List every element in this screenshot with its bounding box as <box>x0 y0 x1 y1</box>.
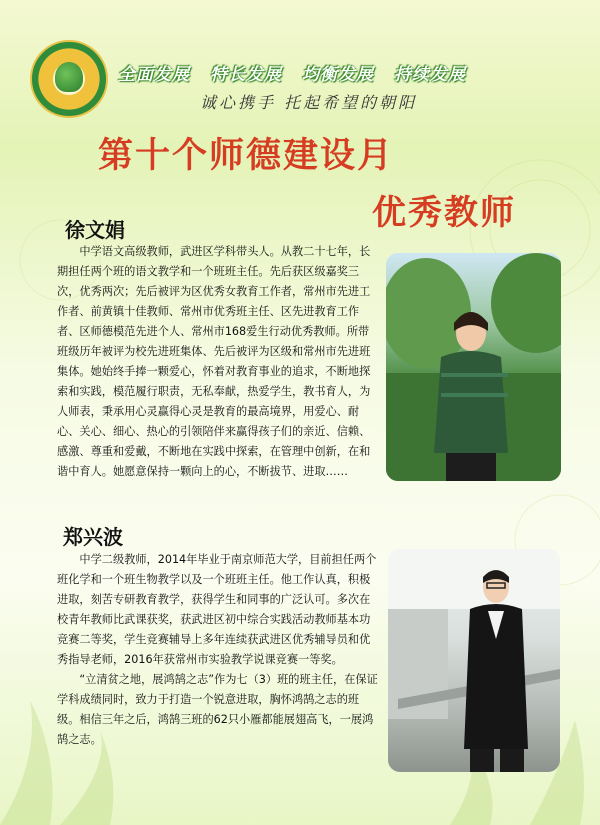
teacher-photo <box>386 253 561 481</box>
teacher-photo-image <box>386 253 561 481</box>
slogan-item: 全面发展 <box>118 65 190 85</box>
school-logo <box>30 40 108 118</box>
slogan-bar <box>118 60 588 85</box>
teacher-bio-text: “立清贫之地，展鸿鹄之志”作为七（3）班的班主任，在保证学科成绩同时，致力于打造一个锐意进取，胸怀鸿鹄之志的班级。相信三年之后，鸿鹄三班的62只小雁都能展翅高飞，一展鸿鹄之志。 <box>57 673 378 746</box>
teacher-bio-text: 中学二级教师，2014年毕业于南京师范大学，目前担任两个班化学和一个班生物教学以及一个班班主任。他工作认真，积极进取，刻苦专研教育教学，获得学生和同事的广泛认可。多次在校青年教师比武课获奖，获武进区初中综合实践活动教师基本功竞赛二等奖，学生竞赛辅导上多年连续获武进区优秀辅导员和优秀指导老师，2016年获常州市实验教学说课竞赛一等奖。 <box>57 553 377 666</box>
logo-globe-icon <box>55 62 83 92</box>
teacher-photo-image <box>388 549 560 772</box>
teacher-photo <box>388 549 560 772</box>
teacher-name: 郑兴波 <box>63 525 123 549</box>
page-subtitle: 优秀教师 <box>372 193 516 233</box>
page-title: 第十个师德建设月 <box>98 135 395 176</box>
slogan-item: 特长发展 <box>210 65 282 85</box>
slogan-item: 均衡发展 <box>302 65 374 85</box>
teacher-bio-text: 中学语文高级教师，武进区学科带头人。从教二十七年，长期担任两个班的语文教学和一个班班主任。先后获区级嘉奖三次，优秀两次；先后被评为区优秀女教育工作者，常州市先进工作者、前黄镇十佳教师、常州市优秀班主任、区先进教育工作者、区师德模范先进个人、常州市168爱生行动优秀教师。所带班级历年被评为校先进班集体、先后被评为区级和常州市先进班集体。她始终手捧一颗爱心，怀着对教育事业的追求，不断地探索和实践，模范履行职责，无私奉献，热爱学生，教书育人，为人师表，秉承用心灵赢得心灵是教育的最高境界，用爱心、耐心、关心、细心、热心的引领陪伴来赢得孩子们的亲近、信赖、感激、尊重和爱戴，不断地在实践中探索，在管理中创新，在和谐中育人。她愿意保持一颗向上的心，不断拔节、进取…… <box>57 245 371 478</box>
teacher-name: 徐文娟 <box>65 218 125 242</box>
teacher-bio <box>57 242 379 482</box>
slogan-item: 持续发展 <box>394 65 466 85</box>
motto: 诚心携手 托起希望的朝阳 <box>200 93 418 112</box>
teacher-bio <box>57 550 379 750</box>
